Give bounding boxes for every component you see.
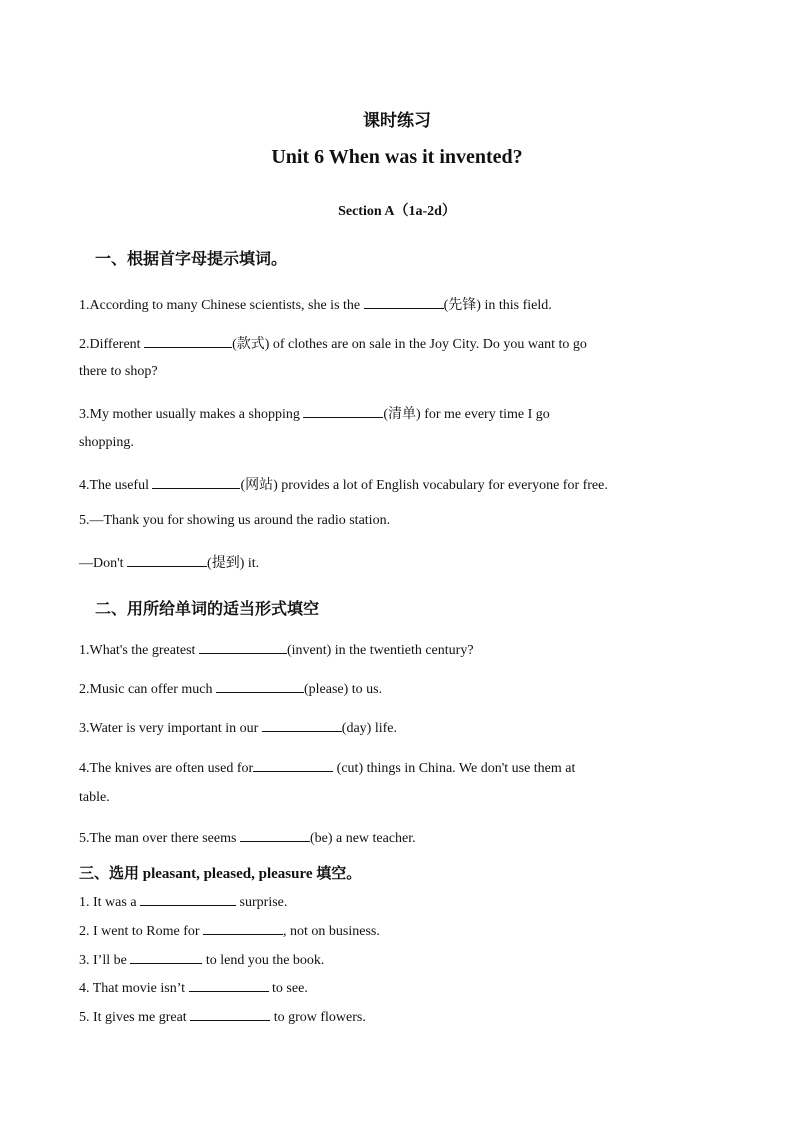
answer-blank[interactable] xyxy=(364,296,444,309)
part2-question-4: 4.The knives are often used for (cut) things in China. We don't use them at xyxy=(79,761,576,776)
part3-question-1: 1. It was a surprise. xyxy=(79,895,288,910)
answer-blank[interactable] xyxy=(199,641,287,654)
answer-blank[interactable] xyxy=(203,922,283,935)
answer-blank[interactable] xyxy=(216,680,304,693)
part3-question-5: 5. It gives me great to grow flowers. xyxy=(79,1010,366,1025)
part3-question-3: 3. I’ll be to lend you the book. xyxy=(79,953,325,968)
part2-heading: 二、用所给单词的适当形式填空 xyxy=(95,601,320,618)
answer-blank[interactable] xyxy=(303,405,383,418)
answer-blank[interactable] xyxy=(262,719,342,732)
answer-blank[interactable] xyxy=(127,554,207,567)
answer-blank[interactable] xyxy=(140,893,236,906)
answer-blank[interactable] xyxy=(240,829,310,842)
section-title: Section A（1a-2d） xyxy=(338,204,456,219)
page-title: Unit 6 When was it invented? xyxy=(271,146,523,168)
part1-question-5: 5.—Thank you for showing us around the radio station. xyxy=(79,513,391,528)
part2-question-4-cont: table. xyxy=(79,790,110,805)
part1-question-4: 4.The useful (网站) provides a lot of English vocabulary for everyone for free. xyxy=(79,478,608,493)
answer-blank[interactable] xyxy=(189,979,269,992)
part2-question-3: 3.Water is very important in our (day) life. xyxy=(79,721,397,736)
page-label: 课时练习 xyxy=(363,111,431,130)
answer-blank[interactable] xyxy=(190,1008,270,1021)
part1-question-3-cont: shopping. xyxy=(79,435,134,450)
answer-blank[interactable] xyxy=(253,759,333,772)
part1-question-5-reply: —Don't (提到) it. xyxy=(79,556,260,571)
answer-blank[interactable] xyxy=(152,476,240,489)
part1-question-3: 3.My mother usually makes a shopping (清单) for me every time I go xyxy=(79,407,550,422)
part2-question-2: 2.Music can offer much (please) to us. xyxy=(79,682,383,697)
answer-blank[interactable] xyxy=(130,951,202,964)
part2-question-1: 1.What's the greatest (invent) in the twentieth century? xyxy=(79,643,474,658)
answer-blank[interactable] xyxy=(144,335,232,348)
part3-question-2: 2. I went to Rome for , not on business. xyxy=(79,924,380,939)
part2-question-5: 5.The man over there seems (be) a new teacher. xyxy=(79,831,416,846)
part1-heading: 一、根据首字母提示填词。 xyxy=(95,251,288,268)
part1-question-1: 1.According to many Chinese scientists, she is the (先锋) in this field. xyxy=(79,298,552,313)
part1-question-2: 2.Different (款式) of clothes are on sale in the Joy City. Do you want to go xyxy=(79,337,587,352)
part3-heading: 三、选用 pleasant, pleased, pleasure 填空。 xyxy=(79,866,362,882)
part1-question-2-cont: there to shop? xyxy=(79,364,158,379)
part3-question-4: 4. That movie isn’t to see. xyxy=(79,981,308,996)
